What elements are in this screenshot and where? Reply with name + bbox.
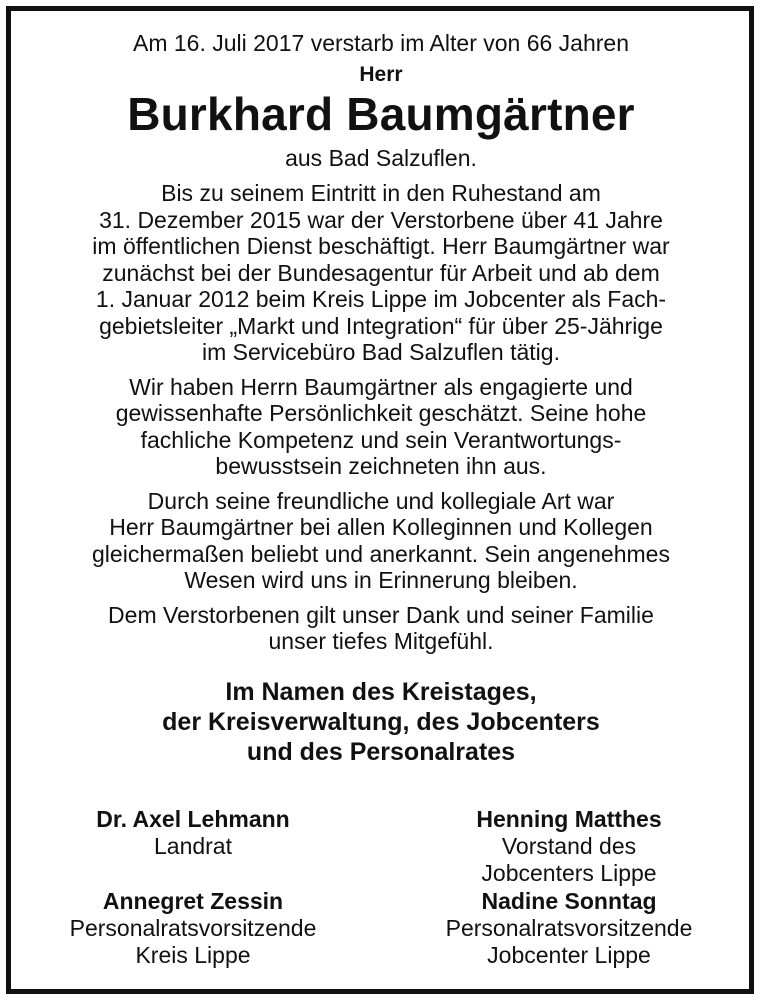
signatory-name: Nadine Sonntag [481, 888, 657, 914]
appreciation-paragraph [20, 374, 742, 480]
signatory-role: Personalratsvorsitzende [445, 915, 693, 941]
signatory-sonntag [404, 888, 734, 969]
deceased-name: Burkhard Baumgärtner [127, 88, 635, 140]
heading-line: der Kreisverwaltung, des Jobcenters [162, 707, 600, 736]
signatory-matthes [404, 806, 734, 887]
text-line: gewissenhafte Persönlichkeit geschätzt. Seine hohe [115, 400, 647, 426]
signatory-role: Landrat [153, 833, 232, 859]
text-line: gebietsleiter „Markt und Integration“ für über 25-Jährige [99, 312, 663, 339]
signature-heading [20, 677, 742, 767]
text-line: 31. Dezember 2015 war der Verstorbene über 41 Jahre [99, 206, 663, 233]
signatory-role: Kreis Lippe [135, 942, 251, 968]
text-line: zunächst bei der Bundesagentur für Arbeit und ab dem [102, 259, 660, 286]
text-line: im Servicebüro Bad Salzuflen tätig. [202, 339, 560, 365]
obituary-notice [20, 28, 742, 767]
signatory-zessin [28, 888, 358, 969]
text-line: Wesen wird uns in Erinnerung bleiben. [184, 567, 578, 593]
text-line: Wir haben Herrn Baumgärtner als engagierte und [129, 373, 633, 400]
hometown: aus Bad Salzuflen. [285, 145, 477, 171]
signatory-role: Jobcenters Lippe [481, 860, 657, 886]
text-line: unser tiefes Mitgefühl. [268, 628, 494, 654]
signatory-name: Dr. Axel Lehmann [96, 806, 290, 832]
text-line: bewusstsein zeichneten ihn aus. [215, 453, 547, 479]
salutation: Herr [359, 63, 403, 86]
text-line: Herr Baumgärtner bei allen Kolleginnen und Kollegen [109, 514, 653, 540]
signatory-role: Jobcenter Lippe [487, 942, 651, 968]
death-date-line: Am 16. Juli 2017 verstarb im Alter von 66 Jahren [132, 30, 630, 56]
signatory-name: Annegret Zessin [102, 888, 284, 914]
text-line: gleichermaßen beliebt und anerkannt. Sein angenehmes [92, 540, 670, 567]
career-paragraph [20, 180, 742, 366]
signatory-name: Henning Matthes [476, 806, 662, 832]
heading-line: und des Personalrates [246, 737, 516, 766]
text-line: im öffentlichen Dienst beschäftigt. Herr Baumgärtner war [92, 233, 670, 259]
condolence-paragraph [20, 602, 742, 655]
text-line: Dem Verstorbenen gilt unser Dank und seiner Familie [108, 601, 654, 628]
signatory-role: Personalratsvorsitzende [69, 915, 317, 941]
heading-line: Im Namen des Kreistages, [225, 677, 537, 706]
text-line: 1. Januar 2012 beim Kreis Lippe im Jobcenter als Fach- [95, 286, 667, 312]
character-paragraph [20, 488, 742, 594]
signatory-lehmann [28, 806, 358, 860]
text-line: Durch seine freundliche und kollegiale Art war [147, 487, 615, 514]
signatory-role: Vorstand des [501, 833, 637, 859]
text-line: Bis zu seinem Eintritt in den Ruhestand am [161, 180, 601, 206]
text-line: fachliche Kompetenz und sein Verantwortungs- [140, 426, 622, 453]
